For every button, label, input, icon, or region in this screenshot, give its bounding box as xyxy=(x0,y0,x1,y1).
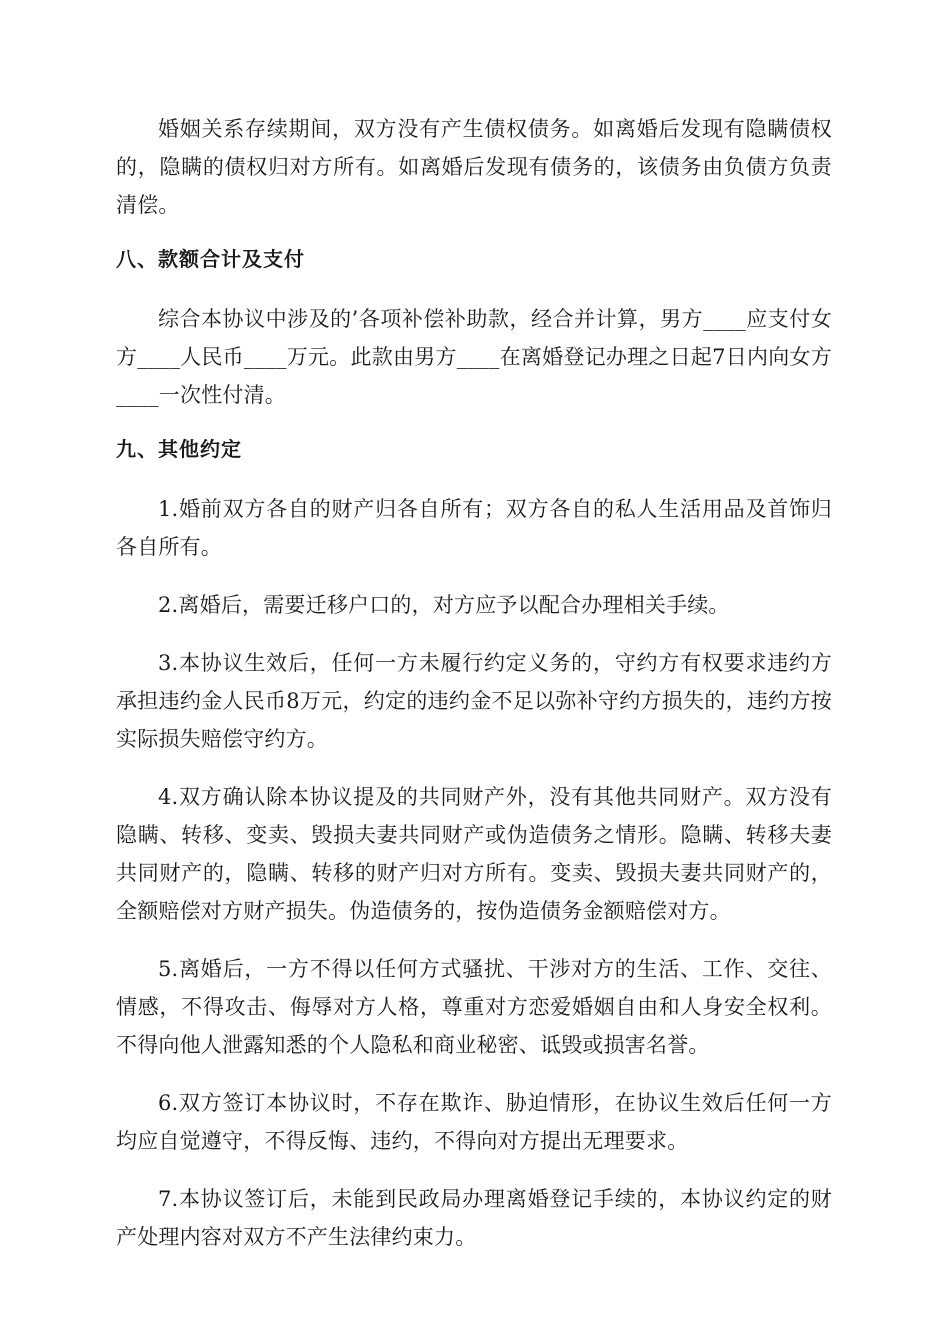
section-heading-8: 八、款额合计及支付 xyxy=(116,247,305,271)
clause-4: 4.双方确认除本协议提及的共同财产外，没有其他共同财产。双方没有隐瞒、转移、变卖、毁损夫妻共同财产或伪造债务之情形。隐瞒、转移夫妻共同财产的，隐瞒、转移的财产归对方所有。变卖、毁损夫妻共同财产的，全额赔偿对方财产损失。伪造债务的，按伪造债务金额赔偿对方。 xyxy=(116,785,832,923)
clause-7: 7.本协议签订后，未能到民政局办理离婚登记手续的，本协议约定的财产处理内容对双方不产生法律约束力。 xyxy=(116,1187,832,1249)
clause-3: 3.本协议生效后，任何一方未履行约定义务的，守约方有权要求违约方承担违约金人民币8万元，约定的违约金不足以弥补守约方损失的，违约方按实际损失赔偿守约方。 xyxy=(116,651,832,751)
paragraph-payment: 综合本协议中涉及的’各项补偿补助款，经合并计算，男方____应支付女方____人民币____万元。此款由男方____在离婚登记办理之日起7日内向女方____一次性付清。 xyxy=(116,307,832,407)
clause-5: 5.离婚后，一方不得以任何方式骚扰、干涉对方的生活、工作、交往、情感，不得攻击、侮辱对方人格，尊重对方恋爱婚姻自由和人身安全权利。不得向他人泄露知悉的个人隐私和商业秘密、诋毁或损害名誉。 xyxy=(116,957,832,1057)
clause-2: 2.离婚后，需要迁移户口的，对方应予以配合办理相关手续。 xyxy=(158,593,730,617)
clause-6: 6.双方签订本协议时，不存在欺诈、胁迫情形，在协议生效后任何一方均应自觉遵守，不得反悔、违约，不得向对方提出无理要求。 xyxy=(116,1091,832,1153)
clause-1: 1.婚前双方各自的财产归各自所有；双方各自的私人生活用品及首饰归各自所有。 xyxy=(116,497,832,559)
paragraph-debt: 婚姻关系存续期间，双方没有产生债权债务。如离婚后发现有隐瞒债权的，隐瞒的债权归对方所有。如离婚后发现有债务的，该债务由负债方负责清偿。 xyxy=(116,117,832,217)
document-page xyxy=(116,110,832,1276)
section-heading-9: 九、其他约定 xyxy=(116,437,242,461)
